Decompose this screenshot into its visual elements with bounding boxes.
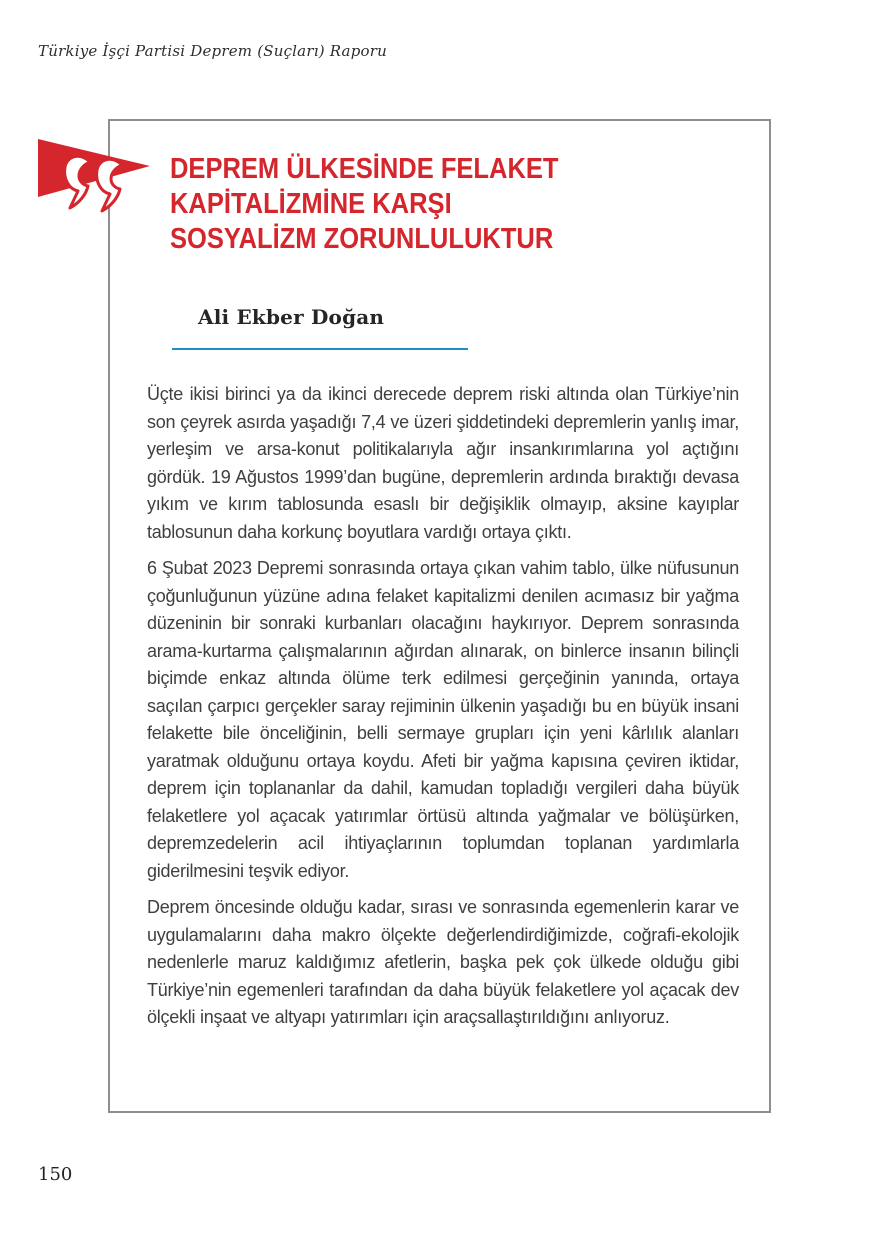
article-title-line: KAPİTALİZMİNE KARŞI <box>170 188 452 220</box>
article-body <box>147 381 739 1041</box>
article-title-line: SOSYALİZM ZORUNLULUKTUR <box>170 223 554 255</box>
article-paragraph: Deprem öncesinde olduğu kadar, sırası ve sonrasında egemenlerin karar ve uygulamalarını daha makro ölçekte değerlendirdiğimizde, coğrafi-ekolojik nedenlerle maruz kaldığımız afetlerin, başka pek çok ülkede olduğu gibi Türkiye’nin egemenleri tarafından da daha büyük felaketlere yol açacak dev ölçekli inşaat ve altyapı yatırımları için araçsallaştırıldığını anlıyoruz. <box>147 897 739 1027</box>
quote-flag-icon <box>36 136 156 216</box>
article-box <box>108 119 771 1113</box>
article-paragraph: Üçte ikisi birinci ya da ikinci derecede deprem riski altında olan Türkiye’nin son çeyrek asırda yaşadığı 7,4 ve üzeri şiddetindeki depremlerin yanlış imar, yerleşim ve arsa-konut politikalarıyla ağır insankırımlarına yol açtığını gördük. 19 Ağustos 1999’dan bugüne, depremlerin ardında bıraktığı devasa yıkım ve kırım tablosunda esaslı bir değişiklik olmayıp, aksine kayıplar tablosunun daha korkunç boyutlara vardığı ortaya çıktı. <box>147 384 739 542</box>
article-title-line: DEPREM ÜLKESİNDE FELAKET <box>170 153 559 185</box>
running-header: Türkiye İşçi Partisi Deprem (Suçları) Raporu <box>38 42 387 60</box>
article-title <box>170 152 559 257</box>
flag-pennant-shape <box>38 139 150 197</box>
article-paragraph: 6 Şubat 2023 Depremi sonrasında ortaya çıkan vahim tablo, ülke nüfusunun çoğunluğunun yüzüne adına felaket kapitalizmi denilen acımasız bir yağma düzeninin bir sonraki kurbanları olacağını haykırıyor. Deprem sonrasında arama-kurtarma çalışmalarının ağırdan alınarak, on binlerce insanın bilinçli biçimde enkaz altında ölüme terk edilmesi gerçeğinin yanında, ortaya saçılan çarpıcı gerçekler saray rejiminin ülkenin yaşadığı bu en büyük insani felakette bile önceliğinin, belli sermaye grupları için yeni kârlılık alanları yaratmak olduğunu ortaya koydu. Afeti bir yağma kapısına çeviren iktidar, deprem için toplananlar da dahil, kamudan topladığı vergileri daha büyük felaketlere yol açacak yatırımlar örtüsü altında yağmalar ve bölüşürken, depremzedelerin acil ihtiyaçlarının toplumdan toplanan yardımlarla giderilmesini teşvik ediyor. <box>147 558 739 881</box>
page-number: 150 <box>38 1164 73 1185</box>
author-underline-rule <box>172 348 468 350</box>
author-name: Ali Ekber Doğan <box>198 305 385 329</box>
